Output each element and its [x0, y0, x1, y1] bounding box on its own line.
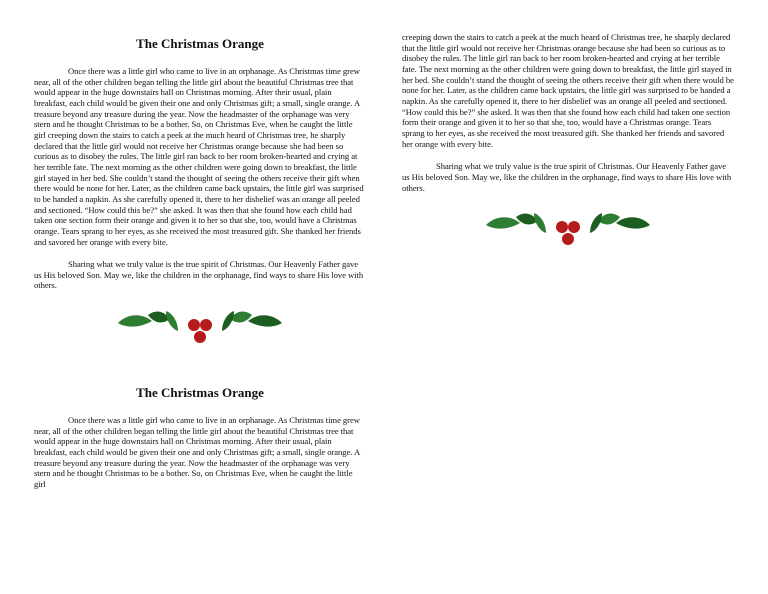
holly-sprig-icon: [114, 303, 286, 347]
story-paragraph: Once there was a little girl who came to live in an orphanage. As Christmas time grew near, all of the other children began telling the little girl about the beautiful Christmas tree that would appear in the huge downstairs hall on Christmas morning. After their usual, plain breakfast, each child would be given their one and only Christmas gift; a small, single orange. A treasure beyond any treasure during the year. Now the headmaster of the orphanage was very stern and he thought Christmas to be a bother. So, on Christmas Eve, when he caught the little girl creeping down the stairs to catch a peek at the much heard of Christmas tree, he sharply declared that the little girl would not receive her Christmas orange because she had been so curious as to disobey the rules. The little girl ran back to her room broken-hearted and crying at her terrible fate. The next morning as the other children were going down to breakfast, the little girl stayed in her bed. She couldn’t stand the thought of seeing the others receive their gift when there would be none for her. Later, as the children came back upstairs, the little girl was surprised to be handed a napkin. As she carefully opened it, there to her disbelief was an orange all peeled and sectioned. “How could this be?” she asked. It was then that she found how each child had taken one section form their orange and given it to her so that she, too, would have a Christmas orange. Tears sprang to her eyes, as she received the most treasured gift. She thanked her friends and savored her orange with every bite.: [34, 66, 364, 247]
story-paragraph-continued: creeping down the stairs to catch a peek at the much heard of Christmas tree, he sharply declared that the little girl would not receive her Christmas orange because she had been so curious as to disobey the rules. The little girl ran back to her room broken-hearted and crying at her terrible fate. The next morning as the other children were going down to breakfast, the little girl stayed in her bed. She couldn’t stand the thought of seeing the others receive their gift when there would be none for her. Later, as the children came back upstairs, the little girl was surprised to be handed a napkin. As she carefully opened it, there to her disbelief was an orange all peeled and sectioned. “How could this be?” she asked. It was then that she found how each child had taken one section form their orange and given it to her so that she, too, would have a Christmas orange. Tears sprang to her eyes, as she received the most treasured gift. She thanked her friends and savored her orange with every bite.: [402, 32, 734, 149]
right-column: [402, 30, 734, 249]
story-title: The Christmas Orange: [136, 36, 264, 51]
story-paragraph: Once there was a little girl who came to live in an orphanage. As Christmas time grew near, all of the other children began telling the little girl about the beautiful Christmas tree that would appear in the huge downstairs hall on Christmas morning. After their usual, plain breakfast, each child would be given their one and only Christmas gift; a small, single orange. A treasure beyond any treasure during the year. Now the headmaster of the orphanage was very stern and he thought Christmas to be a bother. So, on Christmas Eve, when he caught the little girl: [34, 415, 360, 490]
holly-sprig-icon: [482, 205, 654, 249]
story-title: The Christmas Orange: [136, 385, 264, 401]
closing-paragraph: Sharing what we truly value is the true spirit of Christmas. Our Heavenly Father gave us His beloved Son. May we, like the children in the orphanage, find ways to share His love with others.: [34, 259, 364, 291]
left-column: [34, 30, 366, 502]
closing-paragraph: Sharing what we truly value is the true spirit of Christmas. Our Heavenly Father gave us His beloved Son. May we, like the children in the orphanage, find ways to share His love with others.: [402, 161, 732, 193]
